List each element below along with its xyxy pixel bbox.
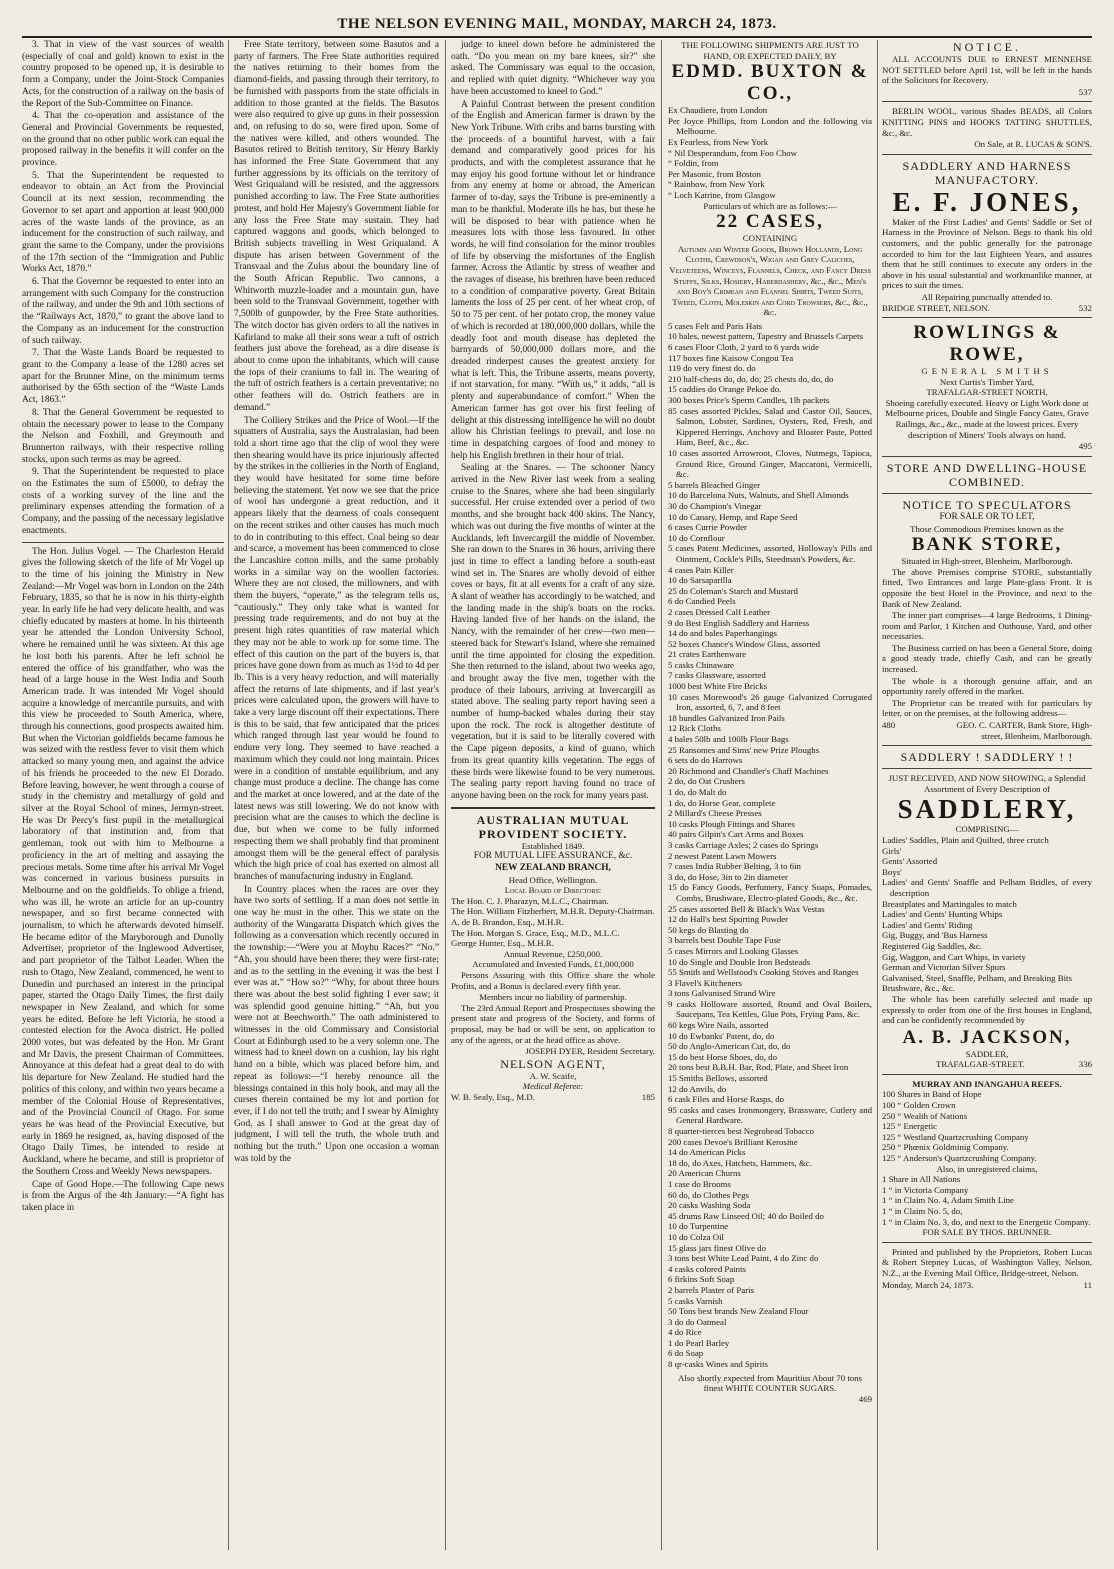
list-item: 3 do, do Hose, 3in to 2in diameter — [668, 871, 788, 882]
comprising: COMPRISING— — [955, 824, 1019, 835]
list-item: 125 “ Anderson's Quartzcrushing Company. — [882, 1153, 1037, 1164]
list-item: Ladies' Saddles, Plain and Quilted, three crutch — [882, 835, 1049, 846]
imprint-row — [882, 1280, 1092, 1291]
jackson-name: A. B. JACKSON, — [902, 1026, 1072, 1048]
list-item: 119 do very finest do. do — [668, 363, 756, 374]
wool-sale: On Sale, at R. LUCAS & SON'S. — [974, 139, 1092, 150]
items-list — [668, 321, 872, 1370]
reefs-also: Also, in unregistered claims, — [936, 1163, 1038, 1174]
list-item: 5 cases Felt and Paris Hats — [668, 320, 763, 331]
list-item: 250 “ Wealth of Nations — [882, 1110, 968, 1121]
reefs-list — [882, 1089, 1092, 1163]
ship-entry: Ex Chaudiere, from London — [668, 105, 768, 116]
list-item: Brushware, &c., &c. — [882, 983, 955, 994]
list-item: Gig, Buggy, and 'Bus Harness — [882, 930, 988, 941]
saddlery-big: SADDLERY, — [897, 794, 1077, 825]
amp-title: AUSTRALIAN MUTUAL PROVIDENT SOCIETY. — [476, 812, 630, 841]
buxton-intro: THE FOLLOWING SHIPMENTS ARE JUST TO HAND, OR EXPECTED DAILY, BY — [681, 40, 859, 61]
divider — [882, 101, 1092, 102]
goods-description: Autumn and Winter Goods, Brown Hollands, Long Cloths, Crewdson's, Wigan and Grey Calicoes, Velveteens, Winceys, Flannels, Check, and Fancy Dress Stuffs, Silks, Hosiery, Haberdashery, &c., &c., Men's and Boy's Crimean and Flannel Shirts, Tweed Suits, Tweed, Cloth, Moleskin and Cord Trowsers, &c., &c., &c. — [669, 243, 871, 318]
notice-title: NOTICE. — [953, 40, 1021, 54]
list-item: Boys' — [882, 866, 902, 877]
list-item: 25 cases assorted Bell & Black's Wax Vestas — [668, 903, 825, 914]
amp-text: Members incur no liability of partnership. — [479, 992, 627, 1003]
list-item: 18 do, do Axes, Hatchets, Hammers, &c. — [668, 1157, 812, 1168]
jackson-title: SADDLER, — [965, 1048, 1009, 1059]
column-4 — [668, 40, 872, 1550]
notice-text: ALL ACCOUNTS DUE to ERNEST MENNEHSE NOT SETTLED before April 1st, will be left in the hands of the Solicitors for Recovery. — [882, 54, 1092, 86]
colliery-article: The Colliery Strikes and the Price of Wool.—If the squatters of Australia, says the Australasian, had been told a short time ago that the clip of wool they were then shearing would have its price injuriously affected by the strikes in the collieries in the North of England, they would have hesitated for some time before believing the statement. Yet now we see that the price of wool has undergone a great reduction, and it appears likely that the dearness of coals consequent on the recent strikes and other causes has much much to do in contributing to this effect. Coal being so dear and scarce, a movement has been commenced to close the Lancashire cotton mills, and the same probably works in a similar way on the woollen factories. Where they are not closed, the millowners, and with them the buyers, “operate,” as the telegram tells us, “cautiously.” They only take what is wanted for pressing trade requirements, and do not buy at the present high rates quantities of raw material which they may not be able to work up for some time. The effect of this caution on the part of the buyers is, that prices have gone down from as much as 1½d to 4d per lb. This is a very heavy reduction, and will materially affect the returns of late shipments, and if last year's prices were calculated upon, the growers will have to take a very large discount off their expectations. There is this to be said, that few anticipated that the prices which ranged through last year would be found to endure very long. They seemed to have reached a maximum which they could not long maintain. Prices were in a condition of unstable equilibrium, and any change must produce a decline. The change has come and the market at once lowered, and at the date of the latest news was still lowering. We do not know with precision what are the causes to which the decline is due, but when we come to be fully informed respecting them we shall probably find that prominent amongst them will be the general effect of paralysis which the high price of coal has exerted on almost all branches of manufacturing industry in England. — [234, 415, 439, 882]
masthead-rule — [22, 36, 1092, 38]
imprint: Printed and published by the Proprietors, Robert Lucas & Robert Stepney Lucas, of Washington Valley, Nelson, N.Z., at the Evening Mail Office, Bridge-street, Nelson. — [882, 1246, 1092, 1278]
list-item: 7 cases India Rubber Belting, 3 to 6in — [668, 861, 801, 872]
list-item: 15 do best Horse Shoes, do, do — [668, 1051, 777, 1062]
list-item: 10 do Canary, Hemp, and Rape Seed — [668, 511, 798, 522]
ship-list — [668, 105, 872, 200]
list-item: Ladies' and Gents' Snaffle and Pelham Bridles, of every description — [882, 877, 1092, 898]
column-divider — [228, 40, 229, 1550]
jones-repair: All Repairing punctually attended to. — [921, 291, 1053, 302]
masthead: THE NELSON EVENING MAIL, MONDAY, MARCH 24, 1873. — [337, 16, 777, 32]
list-item: 15 Smiths Bellows, assorted — [668, 1073, 768, 1084]
list-item: 2 cases Dressed Calf Leather — [668, 606, 771, 617]
list-item: 200 cases Devoe's Brilliant Kerosine — [668, 1136, 798, 1147]
list-item: 60 kegs Wire Nails, assorted — [668, 1020, 769, 1031]
resolution: 8. That the General Government be requested to obtain the necessary power to lease to the Company the Nelson and Foxhill, and Greymouth and Brunnerton railways, with their respective rolling stocks, upon such terms as may be agreed. — [22, 407, 224, 465]
reefs-heading: MURRAY AND INANGAHUA REEFS. — [912, 1078, 1062, 1089]
list-item: 10 do Single and Double Iron Bedsteads — [668, 956, 811, 967]
resolution: 6. That the Governor be requested to enter into an arrangement with such Company for the construction of the railway, and under the 9th and 10th sections of the “Railways Act, 1870,” to grant the above land to the Company as an inducement for the construction of such railway. — [22, 277, 224, 346]
amp-board-heading: Local Board of Directors: — [504, 885, 602, 896]
reefs-sale: FOR SALE BY THOS. BRUNNER. — [922, 1227, 1052, 1238]
list-item: 60 do, do Clothes Pegs — [668, 1189, 749, 1200]
list-item: 250 “ Phœnix Goldminig Company. — [882, 1142, 1009, 1153]
list-item: 6 cases Floor Cloth, 2 yard to 6 yards wide — [668, 342, 819, 353]
reference-number: 495 — [1078, 441, 1092, 452]
reference-number: 469 — [858, 1393, 872, 1404]
amp-purpose: FOR MUTUAL LIFE ASSURANCE, &c. — [473, 851, 633, 862]
divider — [451, 807, 655, 809]
known-as: Those Commodious Premises known as the — [910, 523, 1064, 534]
cases-heading: 22 CASES, — [716, 211, 824, 233]
cape-article-continued: Free State territory, between some Basutos and a party of farmers. The Free State authorities required the natives returning to their homes from the diamond-fields, and passing through their territory, to be furnished with passports from the state officials in addition to those granted at the fields. The Basutos were also required to give up guns in their possession and, on refusing to do so, were fired upon. Some of the natives were killed, and others wounded. The Basutos retired to British territory, Sir Henry Barkly has informed the Free State Government that any further aggressions by its officials on the territory of West Griqualand will be resisted, and the aggressors punished according to law. The Free State authorities protest, and hold Her Majesty's Government liable for any loss the Free State may sustain. They had captured waggons and goods, which belonged to British subjects travelling in West Griqualand. A dispute has arisen between Government of the Transvaal and the Zulus about the boundary line of the South African Republic. Two cannons, a Whitworth muzzle-loader and a mountain gun, have been sold to the Transvaal Government, together with 7,500lb of gunpowder, by the Free State authorities. The witch doctor has given orders to all the natives in Kafirland to make all their sons wear a tuft of ostrich feathers just above the forehead, as a dire disease is about to come upon the inhabitants, which will cause the tops of their craniums to fall in. The wearing of the tuft of ostrich feathers is a certain preventative; no other feathers will do. Ostrich feathers are in demand.” — [234, 40, 439, 413]
amp-referee: W. B. Sealy, Esq., M.D. — [451, 1091, 535, 1102]
store-text: The Business carried on has been a General Store, doing a good steady trade, chiefly Cash, and can be greatly increased. — [882, 642, 1092, 675]
rowlings-text: Shoeing carefully executed. Heavy or Light Work done at Melbourne prices, Double and Single Fancy Gates, Grave Railings, &c., &c., made at the lowest prices. Every description of Miners' Tools always on hand. — [885, 397, 1089, 440]
list-item: 1 do, do Horse Gear, complete — [668, 797, 776, 808]
resolution: 7. That the Waste Lands Board be requested to grant to the Company a lease of the 1280 acres set apart for the Brunner Mine, on the minimum terms authorised by the 65th section of the “Waste Lands Act, 1863.” — [22, 348, 224, 406]
list-item: 15 caddies do Orange Pekoe do. — [668, 384, 782, 395]
store-text: The whole is a thorough genuine affair, and an opportunity rarely offered in the market. — [882, 675, 1092, 697]
list-item: 40 pairs Gilpin's Cart Arms and Boxes — [668, 829, 804, 840]
list-item: 3 do do Oatmeal — [668, 1316, 727, 1327]
list-item: 10 do Cornflour — [668, 532, 725, 543]
list-item: 4 do Rice — [668, 1327, 702, 1338]
amp-head-office: Head Office, Wellington. — [508, 874, 598, 885]
list-item: 1 do Pearl Barley — [668, 1337, 730, 1348]
list-item: 14 do American Picks — [668, 1147, 746, 1158]
list-item: 1 “ in Victoria Company — [882, 1184, 969, 1195]
list-item: 2 newest Patent Lawn Mowers — [668, 850, 777, 861]
list-item: 6 do Soap — [668, 1348, 704, 1359]
speculators-heading: NOTICE TO SPECULATORS — [902, 497, 1072, 512]
page-number: 11 — [1083, 1279, 1092, 1290]
list-item: 55 Smith and Wellstood's Cooking Stoves and Ranges — [668, 967, 859, 978]
list-item: 210 half-chests do, do, do; 25 chests do, do, do — [668, 373, 834, 384]
amp-text: Persons Assuring with this Office share the whole Profits, and a Bonus is declared every fifth year. — [451, 970, 655, 991]
amp-advertisement — [451, 813, 655, 1103]
carter-row — [882, 720, 1092, 741]
list-item: 20 casks Washing Soda — [668, 1200, 751, 1211]
list-item: 9 do Best English Saddlery and Harness — [668, 617, 810, 628]
resolution: 4. That the co-operation and assistance of the General and Provincial Governments be requested, on the ground that no other public work can equal the proposed railway in the benefits it will confer on the province. — [22, 111, 224, 169]
list-item: 10 do Sarsaparilla — [668, 575, 732, 586]
list-item: 50 kegs do Blasting do — [668, 924, 749, 935]
store-text: The Proprietor can be treated with for particulars by letter, or on the premises, at the following address— — [882, 697, 1092, 719]
list-item: 4 casks colored Paints — [668, 1263, 746, 1274]
resolution: 3. That in view of the vast sources of wealth (especially of coal and gold) known to exist in the country proposed to be opened up, it is desirable to form a Company, under the Joint-Stock Companies Acts, for the construction of a railway on the basis of the Report of the Sub-Committee on Finance. — [22, 40, 224, 109]
list-item: 6 firkins Soft Soap — [668, 1274, 735, 1285]
list-item: 18 bundles Galvanized Iron Pails — [668, 712, 785, 723]
list-item: Galvanised, Steel, Snaffle, Pelham, and Breaking Bits — [882, 972, 1072, 983]
vogel-article: The Hon. Julius Vogel. — The Charleston Herald gives the following sketch of the life of Mr Vogel up to the time of his joining the Ministry in New Zealand:—Mr Vogel was born in London on the 24th February, 1835, so that he is now in his thirty-eighth year. In early life he had very delicate health, and was chiefly educated by masters at home. In his thirteenth year he attended the London University School, where he remained until he was sixteen. At this age he lost both his parents. After he left school he entered the office of his grandfather, who was the head of a large house in the West India and South American trade. It was intended Mr Vogel should acquire a knowledge of mercantile pursuits, and with this view he proceeded to South America, where, through his connections, good prospects awaited him. But when the Victorian goldfields became famous he was seized with the restless fever to visit them which attacked so many young men, and against the advice of his friends he proceeded to the new El Dorado. Before leaving, however, he went through a course of study in the chemistry and metallurgy of gold and silver at the Royal School of mines, Jermyn-street. He was Dr Percy's first pupil in the metallurgical laboratory of that institution and, from that gentleman, took out with him to Melbourne a proficiency in the art of melting and assaying the precious metals. Some time after his arrival Mr Vogel was concerned in various business pursuits in Melbourne and on the goldfields. To oblige a friend, who was ill, he wrote an article for an up-country newspaper, and so first became connected with journalism, to which he afterwards devoted himself. He became editor of the Maryborough and Dunolly Advertiser, proprietor of the Inglewood Advertiser, and part proprietor of the Talbot Leader. When the rush to Otago, New Zealand, commenced, he went to Dunedin and purchased an interest in the principal paper, started the Otago Daily Times, the first daily newspaper in New Zealand, and which for some years he edited. Before he left Victoria, he stood a contested election for the Avoca district. He polled 2000 votes, but was defeated by the Hon. Mr Grant and Mr Davis, the present Chairman of Committees. Annoyance at this defeat had a great deal to do with his departure for New Zealand. He studied hard the politics of this colony, and within two years became a member of the Colonial House of Representatives, and of the Provincial Council of Otago. For some years he was head of the Provincial Executive, but early in 1869 he resigned, as, having disposed of the Otago Daily Times, he intended to reside at Auckland, where he became, and still is proprietor of the Southern Cross and Weekly News newspapers. — [22, 546, 224, 1177]
wool-text: BERLIN WOOL, various Shades BEADS, all Colors KNITTING PINS and HOOKS TATTING SHUTTLES, &c., &c. — [882, 106, 1092, 138]
list-item: 12 Rick Cloths — [668, 723, 721, 734]
list-item: 20 American Churns — [668, 1168, 741, 1179]
list-item: 15 do Fancy Goods, Perfumery, Fancy Soaps, Pomades, Combs, Brushware, Electro-plated Goods, &c., &c. — [668, 882, 872, 903]
list-item: 10 do Turpentine — [668, 1221, 729, 1232]
list-item: 7 casks Glassware, assorted — [668, 670, 766, 681]
saddlery-list — [882, 835, 1092, 994]
list-item: 10 casks Plough Fittings and Shares — [668, 818, 795, 829]
jones-name: E. F. JONES, — [892, 186, 1082, 217]
column-divider — [877, 40, 878, 1550]
list-item: 4 bales 50lb and 100lb Flour Bags — [668, 734, 789, 745]
list-item: 3 casks Carriage Axles; 2 cases do Springs — [668, 839, 819, 850]
list-item: German and Victorian Silver Spurs — [882, 962, 1006, 973]
list-item: 20 tons best B.B.H. Bar, Rod, Plate, and Sheet Iron — [668, 1062, 849, 1073]
ship-entry: “ Nil Desperandum, from Foo Chow — [668, 147, 798, 158]
list-item: 95 casks and cases Ironmongery, Brassware, Cutlery and General Hardware. — [668, 1104, 872, 1126]
list-item: 10 do Ewbanks' Patent, do, do — [668, 1030, 775, 1041]
reefs-more-list — [882, 1174, 1092, 1227]
bank-store: BANK STORE, — [911, 534, 1063, 556]
list-item: 85 cases assorted Pickles, Salad and Castor Oil, Sauces, Salmon, Lobster, Sardines, Oysters, Red, Fresh, and Kippered Herrings, Anchovy and Bloater Paste, Potted Ham, Beef, &c., &c. — [668, 405, 872, 448]
saddlery-heading: SADDLERY AND HARNESS MANUFACTORY. — [902, 158, 1072, 187]
reference-number: 336 — [1078, 1059, 1092, 1070]
amp-board-member: The Hon. C. J. Pharazyn, M.L.C., Chairman. — [451, 895, 609, 906]
list-item: 15 glass jars finest Olive do — [668, 1242, 766, 1253]
ship-entry: “ Foldin, from — [668, 158, 719, 169]
amp-board-member: A. de B. Brandon, Esq., M.H.R. — [451, 917, 564, 928]
list-item: 1 “ in Claim No. 5, do, — [882, 1206, 963, 1217]
list-item: 300 boxes Price's Sperm Candles, 1lb packets — [668, 395, 830, 406]
carter-address: GEO. C. CARTER, Bank Store, High-street, Blenheim, Marlborough. — [956, 720, 1092, 741]
list-item: 6 sets do do Harrows — [668, 755, 743, 766]
list-item: 2 Millard's Cheese Presses — [668, 808, 762, 819]
list-item: 2 barrels Plaster of Paris — [668, 1284, 754, 1295]
resolution: 9. That the Superintendent be requested to place on the Estimates the sum of £5000, to defray the costs of a working survey of the line and the preliminary expenses attending the formation of a Company, and the passing of the necessary legislative enactments. — [22, 467, 224, 536]
list-item: 30 do Champion's Vinegar — [668, 500, 762, 511]
list-item: 5 cases Mirrors and Looking Glasses — [668, 945, 799, 956]
cape-article: Cape of Good Hope.—The following Cape news is from the Argus of the 4th January:—“A fight has taken place in — [22, 1179, 224, 1213]
list-item: 100 “ Golden Crown — [882, 1100, 956, 1111]
list-item: 10 do Colza Oil — [668, 1231, 724, 1242]
list-item: 10 do Barcelona Nuts, Walnuts, and Shell Almonds — [668, 490, 849, 501]
list-item: 50 Tons best brands New Zealand Flour — [668, 1306, 809, 1317]
divider — [882, 317, 1092, 318]
list-item: 10 bales, newest pattern, Tapestry and Brussels Carpets — [668, 331, 863, 342]
divider — [22, 542, 224, 543]
list-item: 10 cases Morewood's 26 gauge Galvanized Corrugated Iron, assorted, 6, 7, and 8 feet — [668, 691, 872, 713]
jones-text: Maker of the First Ladies' and Gents' Saddle or Set of Harness in the Province of Nelson. Begs to thank his old customers, and the public generally for the patronage accorded to him for the last Eighteen Years, and assures them that he still continues to execute any orders in the above in his usual substantial and workmanlike manner, at prices to suit the times. — [882, 216, 1092, 291]
reference-number: 480 — [882, 720, 896, 731]
list-item: 5 casks Chinaware — [668, 659, 734, 670]
list-item: 9 casks Holloware assorted, Round and Oval Boilers, Saucepans, Tea Kettles, Glue Pots, Frying Pans, &c. — [668, 998, 872, 1020]
amp-branch: NEW ZEALAND BRANCH, — [495, 863, 611, 873]
store-heading: STORE AND DWELLING-HOUSE COMBINED. — [886, 460, 1088, 489]
buxton-firm: EDMD. BUXTON & CO., — [671, 61, 869, 105]
list-item: 10 cases assorted Arrowroot, Cloves, Nutmegs, Tapioca, Ground Rice, Ground Ginger, Maccaroni, Vermicelli, &c. — [668, 448, 872, 480]
particulars: Particulars of which are as follows:— — [703, 200, 837, 211]
list-item: 1 “ in Claim No. 3, do, and next to the Energetic Company. — [882, 1216, 1091, 1227]
amp-revenue: Annual Revenue, £250,000. — [503, 948, 603, 959]
amp-funds: Accumulated and Invested Funds, £1,000,000 — [472, 959, 634, 970]
ship-entry: “ Rainbow, from New York — [668, 179, 765, 190]
store-text: The inner part comprises—4 large Bedrooms, 1 Dining-room and Parlor, 1 Kitchen and Outhouse, Yard, and other necessaries. — [882, 610, 1092, 642]
ship-entry: “ Loch Katrine, from Glasgow — [668, 189, 776, 200]
list-item: 25 do Coleman's Starch and Mustard — [668, 585, 798, 596]
rowlings-name: ROWLINGS & ROWE, — [913, 322, 1061, 366]
list-item: 100 Shares in Band of Hope — [882, 1089, 982, 1100]
list-item: 25 Ransomes and Sims' new Prize Ploughs — [668, 744, 820, 755]
list-item: 21 crates Earthenware — [668, 649, 747, 660]
divider — [882, 154, 1092, 155]
list-item: 52 boxes Chance's Window Glass, assorted — [668, 638, 821, 649]
list-item: Girls' — [882, 845, 902, 856]
jones-address: BRIDGE STREET, NELSON. — [882, 302, 990, 313]
list-item: 8 quarter-tierces best Negrohead Tobacco — [668, 1126, 815, 1136]
column-divider — [661, 40, 662, 1550]
amp-text: The 23rd Annual Report and Prospectuses showing the present state and progress of the Society, and forms of proposal, may be had or will be sent, on application to any of the agents, or at the head office as above. — [451, 1002, 655, 1045]
divider — [882, 745, 1092, 746]
rowlings-street: TRAFALGAR-STREET NORTH, — [926, 387, 1048, 398]
list-item: 3 tons Galvanised Strand Wire — [668, 988, 776, 999]
list-item: 12 do Hall's best Sporting Powder — [668, 914, 789, 925]
list-item: 1 case do Brooms — [668, 1178, 731, 1189]
list-item: 12 do Anvils, do — [668, 1083, 727, 1094]
amp-referee-row — [451, 1092, 655, 1103]
list-item: 5 casks Varnish — [668, 1295, 723, 1306]
divider — [882, 1242, 1092, 1243]
list-item: 6 do Candied Peels — [668, 596, 736, 607]
list-item: Gents' Assorted — [882, 856, 938, 867]
amp-secretary: JOSEPH DYER, Resident Secretary. — [525, 1046, 655, 1057]
contrast-article: A Painful Contrast between the present condition of the English and American farmer is drawn by the New York Tribune. With cribs and barns bursting with the proceeds of a bountiful harvest, with a fair demand and comparatively good prices for his products, and with the completest assurance that he may enjoy his good fortune without let or hindrance from any enemy at home or abroad, the American farmer of to-day, says the Tribune is pre-eminently a man to be thankful. Moderate ills he has, but these he will be disposed to bear with patience when he measures lots with those less favoured. In other words, he will find consolation for the minor troubles of life by observing the misfortunes of the English farmer. Across the Atlantic by stress of weather and the ravages of disease, his brethren have been reduced to a condition of comparative poverty. Great Britain laments the loss of 25 per cent. of her wheat crop, of 50 to 75 per cent. of her potato crop, the money value of which is recorded at 180,000,000 dollars, while the deadly foot and mouth disease has depleted the barnyards of 50,000,000 dollars more, and the dreaded rinderpest causes the greatest anxiety for what is left. This, the Tribune asserts, means poverty, if not starvation, for many. “With us,” it adds, “all is plenty and superabundance of comfort.” When the American farmer has got over his first feeling of delight at this distressing intelligence he will no doubt allow his Christian feelings to prevail, and lose no time in despatching cargoes of food and money to help his English brethren in their hour of trial. — [451, 99, 655, 461]
jackson-address: TRAFALGAR-STREET. — [935, 1059, 1025, 1070]
list-item: Ladies' and Gents' Hunting Whips — [882, 909, 1003, 920]
list-item: 6 cask Files and Horse Rasps, do — [668, 1094, 785, 1105]
list-item: Gig, Waggon, and Cart Whips, in variety — [882, 951, 1026, 962]
list-item: 3 tons best White Lead Paint, 4 do Zinc do — [668, 1253, 819, 1264]
list-item: 5 barrels Bleached Ginger — [668, 479, 761, 490]
store-text: The above Premises comprise STORE, substantially fitted, Two Entrances and large Plate-glass Front. It is opposite the best Hotel in the Province, and next to the Bank of New Zealand. — [882, 566, 1092, 609]
rowlings-next: Next Curtis's Timber Yard, — [939, 376, 1035, 387]
amp-referee-label: Medical Referee: — [522, 1081, 584, 1092]
column-3 — [451, 40, 655, 1550]
rowlings-sub: GENERAL SMITHS — [921, 366, 1053, 377]
list-item: Breastplates and Martingales to match — [882, 898, 1017, 909]
divider — [882, 493, 1092, 494]
jones-address-row — [882, 303, 1092, 314]
amp-agent: A. W. Scaife, — [529, 1070, 577, 1081]
jackson-address-row — [882, 1059, 1092, 1070]
list-item: 125 “ Energetic — [882, 1121, 938, 1132]
containing: CONTAINING — [742, 233, 798, 244]
list-item: 50 do Anglo-American Cut, do, do — [668, 1041, 791, 1052]
saddlery-cry: SADDLERY ! SADDLERY ! ! — [900, 750, 1074, 765]
list-item: 8 qr-casks Wines and Spirits — [668, 1359, 768, 1370]
list-item: 3 Flavel's Kitcheners — [668, 977, 742, 988]
list-item: 20 Richmond and Chandler's Chaff Machines — [668, 765, 829, 776]
amp-board-member: George Hunter, Esq., M.H.R. — [451, 938, 554, 949]
reference-number: 537 — [1078, 86, 1092, 97]
list-item: Ladies' and Gents' Riding — [882, 919, 973, 930]
list-item: 125 “ Westland Quartzcrushing Company — [882, 1131, 1029, 1142]
list-item: 14 do and bales Paperhangings — [668, 628, 777, 639]
just-received: JUST RECEIVED, AND NOW SHOWING, a Splendid Assortment of Every Description of — [888, 773, 1086, 794]
racing-article: In Country places when the races are over they have two sorts of settling. If a man does not settle in one way he must in the other. This we state on the authority of the Wangaratta Dispatch which gives the following as a conversation which recently occured in the township:—“Were you at Moyhu Races?” “No.” “Ah, you should have been there; they were first-rate; and as to the settling in the evening it was the best I ever was at.” “How so?” “Why, for about three hours there was about the best solid fighting I ever saw; it was splendid good genuine hitting.” “Ah, but you were not at Beechworth.” The oath administered to witnesses in the old Commissary and Consistorial Court at Edinburgh used to be a very solemn one. The witness had to kneel down on a cushion, lay his right hand on a bible, which was placed before him, and repeat as follows:—“I hereby renounce all the blessings contained in this holy book, and may all the curses therein contained be my lot and portion for ever, if I do not tell the truth; and I swear by Almighty God, as I shall answer to God at the great day of judgment, I will tell the truth, the whole truth and nothing but the truth.” Upon one occasion a woman was told by the — [234, 884, 439, 1164]
reference-number: 532 — [1078, 302, 1092, 313]
list-item: 5 cases Patent Medicines, assorted, Holloway's Pills and Ointment, Cockle's Pills, Steedman's Powders, &c. — [668, 543, 872, 564]
divider — [882, 1074, 1092, 1075]
ship-entry: Per Joyce Phillips, from London and the following via Melbourne. — [668, 115, 872, 137]
column-1 — [22, 40, 224, 1550]
amp-established: Established 1849. — [521, 840, 585, 851]
list-item: 2 do, do Oat Crushers — [668, 776, 745, 787]
reference-number: 185 — [641, 1091, 655, 1102]
list-item: 1 Share in All Nations — [882, 1174, 961, 1185]
list-item: 4 cases Pain Killer — [668, 564, 734, 575]
amp-board-member: The Hon. Morgan S. Grace, Esq., M.D., M.L.C. — [451, 927, 620, 938]
list-item: 1 “ in Claim No. 4, Adam Smith Line — [882, 1195, 1014, 1206]
for-sale: FOR SALE OR TO LET, — [939, 511, 1035, 522]
amp-agent-heading: NELSON AGENT, — [500, 1056, 606, 1071]
amp-board-member: The Hon. William Fitzherbert, M.H.R. Deputy-Chairman. — [451, 906, 655, 917]
list-item: Registered Gig Saddles, &c. — [882, 940, 982, 951]
list-item: 45 drums Raw Linseed Oil; 40 do Boiled do — [668, 1210, 824, 1221]
list-item: 1000 best White Fire Bricks — [668, 681, 768, 692]
column-divider — [445, 40, 446, 1550]
list-item: 1 do, do Malt do — [668, 787, 727, 797]
divider — [882, 768, 1092, 769]
oath-article-continued: judge to kneel down before he administered the oath. “Do you mean on my bare knees, sir?” she asked. The Commissary was equal to the occasion, and replied with quiet dignity. “Whichever way you have been accustomed to kneel to God.” — [451, 40, 655, 97]
ship-entry: Ex Fearless, from New York — [668, 136, 769, 147]
column-2 — [234, 40, 439, 1550]
list-item: 6 cases Currie Powder — [668, 522, 747, 533]
situated: Situated in High-street, Blenheim, Marlborough. — [901, 556, 1073, 567]
divider — [882, 456, 1092, 457]
resolution: 5. That the Superintendent be requested to endeavor to obtain an Act from the Provincial Council at its next session, recommending the Governor to set apart and apportion at least 900,000 acres of the waste lands of the province, as an inducement for the construction of such railway, and grant the same to the Company, under the provisions of the 17th section of the “Immigration and Public Works Act, 1870.” — [22, 170, 224, 275]
sealing-article: Sealing at the Snares. — The schooner Nancy arrived in the New River last week from a sealing cruise to the Snares, where she had been singularly successful. Her cruise extended over a period of two months, and she brought back 400 skins. The Nancy, which was out during the five months of winter at the Aucklands, left Invercargill the middle of November. She ran down to the Snares in 36 hours, arriving there just in time to effect a landing before a south-east wind set in. The Snares are wholly devoid of either coves or bays, fit at all events for a craft of any size. A slant of weather has accordingly to be watched, and the landing made in the ship's boats on the rocks. Having landed five of her hands on the island, the Nancy, with the remainder of her crew—two men—steered back for Stewart's Island, where she remained until the time appointed for closing the expedition. She then returned to the island, about two weeks ago, and brought away the five men, together with the produce of their labours, arriving at Invercargill as stated above. The sealing party report having seen a number of hump-backed whales during their stay upon the rock. The rock is altogether destitute of vegetation, but it is said to be literally covered with the Cape pigeon deposits, a kind of guano, which from its great quantity kills vegetation. The eggs of these birds were likewise found to be very numerous. The sealing party report having found no trace of anyone having been on the rock for many years past. — [451, 463, 655, 801]
column-5 — [882, 40, 1092, 1550]
imprint-date: Monday, March 24, 1873. — [882, 1279, 974, 1290]
list-item: 3 barrels best Double Tape Fuse — [668, 935, 781, 946]
saddlery-text: The whole has been carefully selected and made up expressly to order from one of the first houses in England, and can be confidently recommended by — [882, 993, 1092, 1026]
list-item: 117 boxes fine Kaisow Congou Tea — [668, 352, 794, 363]
ship-entry: Per Masonic, from Boston — [668, 168, 761, 179]
buxton-footer: Also shortly expected from Mauritius About 70 tons finest WHITE COUNTER SUGARS. — [678, 1372, 862, 1394]
